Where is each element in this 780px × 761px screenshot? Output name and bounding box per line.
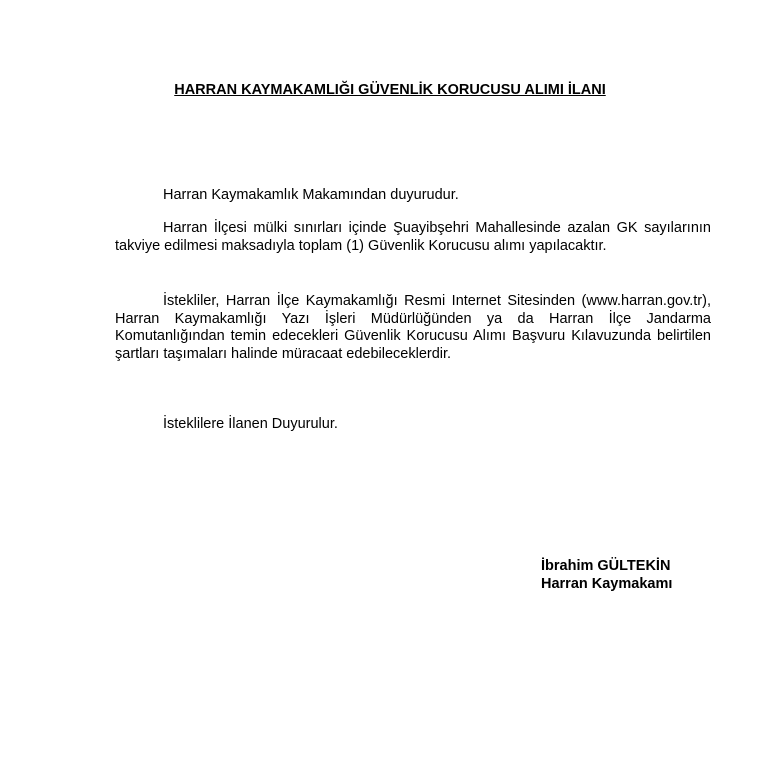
- document-title: HARRAN KAYMAKAMLIĞI GÜVENLİK KORUCUSU ALIMI İLANI: [174, 82, 606, 98]
- signature-position: Harran Kaymakamı: [541, 576, 673, 592]
- paragraph-announcement-intro: Harran Kaymakamlık Makamından duyurudur.: [163, 187, 459, 203]
- paragraph-application-info: İstekliler, Harran İlçe Kaymakamlığı Resmi Internet Sitesinden (www.harran.gov.tr), Harran Kaymakamlığı Yazı İşleri Müdürlüğünden ya da Harran İlçe Jandarma Komutanlığından temin edecekleri Güvenlik Korucusu Alımı Başvuru Kılavuzunda belirtilen şartları taşımaları halinde müracaat edebileceklerdir.: [115, 293, 711, 362]
- signature-name: İbrahim GÜLTEKİN: [541, 558, 671, 574]
- paragraph-recruitment-info: Harran İlçesi mülki sınırları içinde Şuayibşehri Mahallesinde azalan GK sayılarının takviye edilmesi maksadıyla toplam (1) Güvenlik Korucusu alımı yapılacaktır.: [115, 220, 711, 254]
- paragraph-closing: İsteklilere İlanen Duyurulur.: [163, 416, 338, 432]
- signature-block: [541, 557, 672, 593]
